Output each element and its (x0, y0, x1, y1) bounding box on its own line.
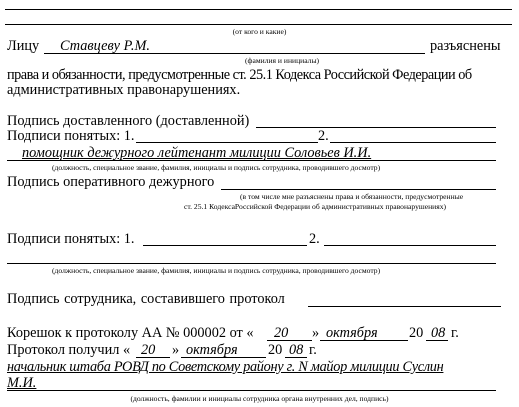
top-blank-line-2 (5, 24, 512, 25)
witness-1b-line (330, 142, 496, 143)
stub-line-2-close-quote: » (172, 342, 180, 358)
caption-position-2: (должность, специальное звание, фамилия, инициалы и подпись сотрудника, проводившего досмотр) (52, 266, 381, 275)
stub-line-2-year-prefix: 20 (268, 342, 283, 358)
witnesses-2-label: Подписи понятых: 1. (7, 231, 135, 247)
position-2-line (7, 263, 496, 264)
stub-line-2-year-suffix: г. (309, 342, 317, 358)
witness-2a-line (143, 245, 307, 246)
stub-line-2-text: Протокол получил « (7, 342, 131, 358)
rights-line-2: административных правонарушениях. (7, 82, 241, 98)
stub-line-2-year: 08 (289, 342, 304, 358)
employee-signature-label: Подпись сотрудника, составившего протокол (7, 291, 285, 307)
stub-line-1-close-quote: » (312, 325, 320, 341)
caption-position-1: (должность, специальное звание, фамилия, инициалы и подпись сотрудника, проводившего досмотр) (52, 163, 381, 172)
witness-1-number-2: 2. (318, 128, 329, 144)
person-suffix: разъяснены (430, 38, 501, 54)
witnesses-1-label: Подписи понятых: 1. (7, 128, 135, 144)
caption-duty-2: ст. 25.1 КодексаРоссийской Федерации об административных правонарушениях) (184, 202, 447, 211)
caption-chief: (должность, фамилии и инициалы сотрудника органа внутренних дел, подпись) (130, 394, 389, 403)
stub-line-1-month: октября (326, 325, 378, 341)
duty-officer-line (221, 189, 496, 190)
delivered-signature-line (256, 127, 496, 128)
employee-signature-line (308, 306, 501, 307)
rights-line-1: права и обязанности, предусмотренные ст. 25.1 Кодекса Российской Федерации об (7, 67, 472, 83)
person-name: Ставцеву Р.М. (60, 38, 150, 54)
chief-line-2: М.И. (7, 375, 37, 391)
stub-line-2-month: октября (186, 342, 238, 358)
stub-line-1-year-prefix: 20 (409, 325, 424, 341)
witness-2b-line (324, 245, 496, 246)
delivered-signature-label: Подпись доставленного (доставленной) (7, 113, 250, 129)
caption-from-whom: (от кого и какие) (232, 27, 287, 36)
stub-line-1-year-suffix: г. (451, 325, 459, 341)
stub-line-2-day: 20 (141, 342, 156, 358)
chief-line-2-underline (7, 390, 496, 391)
person-prefix: Лицу (7, 38, 40, 54)
duty-officer-label: Подпись оперативного дежурного (7, 174, 215, 190)
assistant-name: помощник дежурного лейтенант милиции Соловьев И.И. (22, 145, 372, 161)
stub-line-1-year: 08 (431, 325, 446, 341)
stub-line-1-day: 20 (274, 325, 289, 341)
top-blank-line-1 (5, 9, 512, 10)
chief-line-1: начальник штаба РОВД по Советскому району г. N майор милиции Суслин (7, 359, 444, 375)
caption-duty-1: (в том числе мне разъяснены права и обязанности, предусмотренные (240, 192, 464, 201)
witness-2-number-2: 2. (309, 231, 320, 247)
stub-line-1-text: Корешок к протоколу АА № 000002 от « (7, 325, 254, 341)
witness-1a-line (136, 142, 318, 143)
caption-person-name: (фамилия и инициалы) (245, 56, 320, 65)
